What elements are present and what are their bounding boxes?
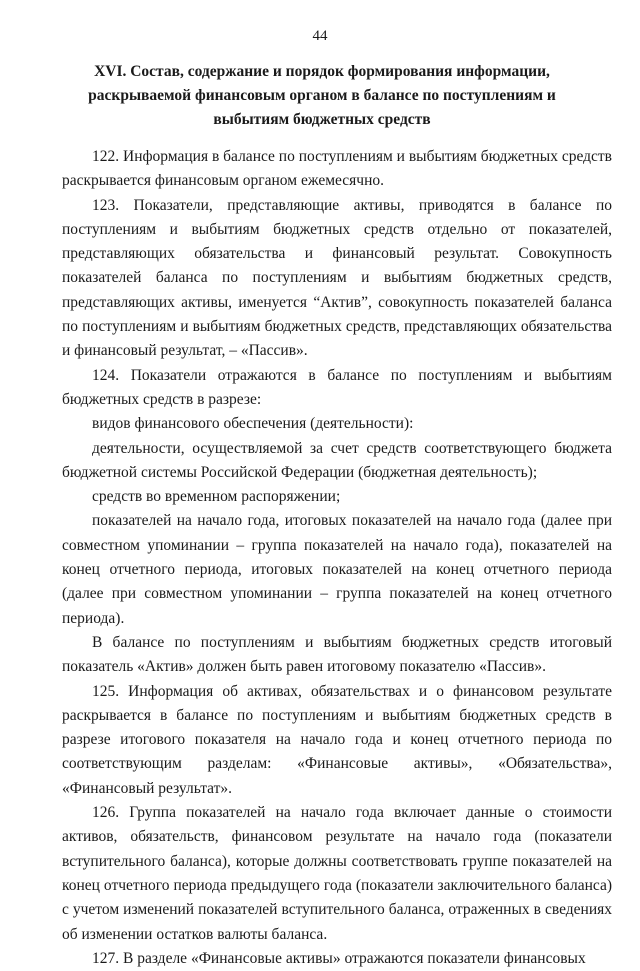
page-number: 44: [312, 28, 328, 44]
list-item-funding-types: видов финансового обеспечения (деятельности):: [92, 415, 414, 433]
paragraph-124: 124. Показатели отражаются в балансе по поступлениям и выбытиям бюджетных средств в разрезе:: [62, 366, 612, 408]
paragraph-balance-rule: В балансе по поступлениям и выбытиям бюджетных средств итоговый показатель «Актив» должен быть равен итоговому показателю «Пассив».: [62, 633, 612, 676]
paragraph-123: 123. Показатели, представляющие активы, приводятся в балансе по поступлениям и выбытиям бюджетных средств отдельно от показателей, представляющих обязательства и финансовый результат. Совокупность показателей баланса по поступлениям и выбытиям бюджетных средств, представляющих активы, именуется “Актив”, совокупность показателей баланса по поступлениям и выбытиям бюджетных средств, представляющих обязательства и финансовый результат, – «Пассив».: [62, 196, 612, 360]
list-item-indicators: показателей на начало года, итоговых показателей на начало года (далее при совместном упоминании – группа показателей на начало года), показателей на конец отчетного периода, итоговых показателей на конец отчетного периода (далее при совместном упоминании – группа показателей на конец отчетного периода).: [62, 512, 612, 627]
document-body: [62, 145, 612, 971]
paragraph-127: 127. В разделе «Финансовые активы» отражаются показатели финансовых: [92, 949, 586, 967]
list-item-temporary-funds: средств во временном распоряжении;: [92, 488, 341, 506]
section-heading: XVI. Состав, содержание и порядок формирования информации, раскрываемой финансовым органом в балансе по поступлениям и выбытиям бюджетных средств: [88, 63, 556, 128]
paragraph-126: 126. Группа показателей на начало года включает данные о стоимости активов, обязательств, финансовом результате на начало года (показатели вступительного баланса), которые должны соответствовать группе показателей на конец отчетного периода предыдущего года (показатели заключительного баланса) с учетом изменений показателей вступительного баланса, отраженных в сведениях об изменении остатков валюты баланса.: [62, 804, 612, 943]
paragraph-125: 125. Информация об активах, обязательствах и о финансовом результате раскрывается в балансе по поступлениям и выбытиям бюджетных средств в разрезе итогового показателя на начало года и конец отчетного периода по соответствующим разделам: «Финансовые активы», «Обязательства», «Финансовый результат».: [62, 682, 612, 797]
list-item-budget-activity: деятельности, осуществляемой за счет средств соответствующего бюджета бюджетной системы Российской Федерации (бюджетная деятельность);: [62, 439, 612, 481]
paragraph-122: 122. Информация в балансе по поступлениям и выбытиям бюджетных средств раскрывается финансовым органом ежемесячно.: [62, 148, 612, 190]
